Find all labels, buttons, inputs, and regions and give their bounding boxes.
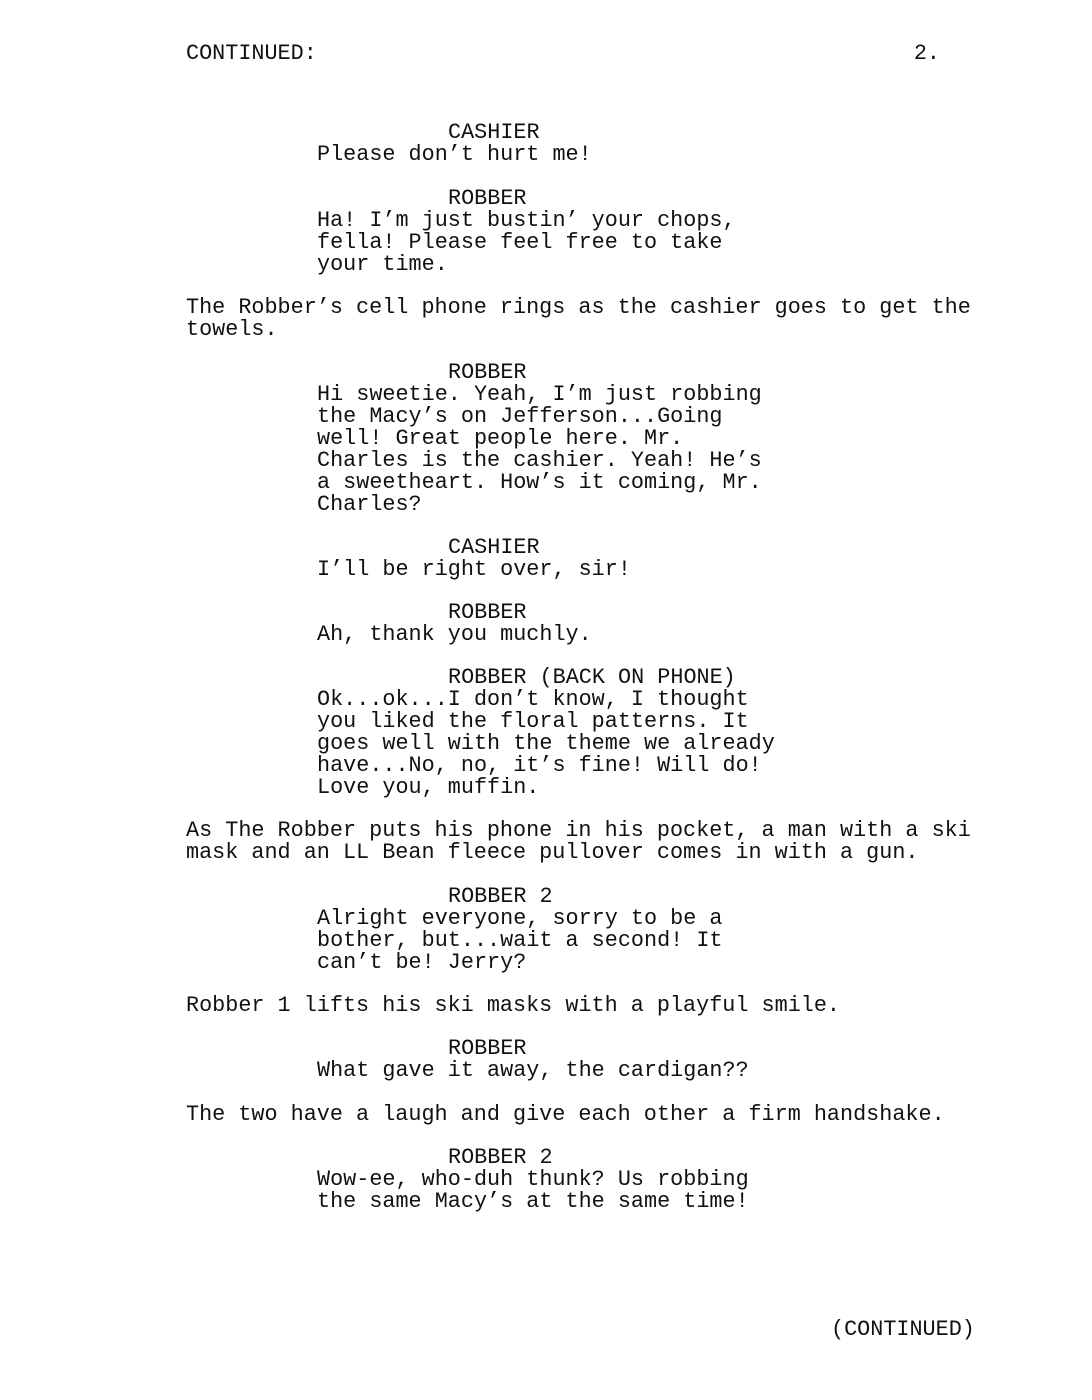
character-name: ROBBER 2	[448, 1145, 553, 1170]
continued-footer: (CONTINUED)	[831, 1317, 975, 1342]
dialogue: Hi sweetie. Yeah, I’m just robbing the Macy’s on Jefferson...Going well! Great people here. Mr. Charles is the cashier. Yeah! He’s a sweetheart. How’s it coming, Mr. Charles?	[317, 382, 762, 517]
character-name: ROBBER	[448, 360, 527, 385]
character-name: ROBBER	[448, 186, 527, 211]
dialogue: Ha! I’m just bustin’ your chops, fella! Please feel free to take your time.	[317, 208, 736, 277]
dialogue: Ah, thank you muchly.	[317, 622, 592, 647]
dialogue: Wow-ee, who-duh thunk? Us robbing the same Macy’s at the same time!	[317, 1167, 749, 1214]
action-line: The Robber’s cell phone rings as the cashier goes to get the towels.	[186, 295, 971, 342]
character-name: CASHIER	[448, 535, 540, 560]
dialogue: Please don’t hurt me!	[317, 142, 592, 167]
character-name: ROBBER (BACK ON PHONE)	[448, 665, 736, 690]
action-line: Robber 1 lifts his ski masks with a playful smile.	[186, 993, 841, 1018]
page-number: 2.	[913, 41, 940, 66]
action-line: The two have a laugh and give each other a firm handshake.	[186, 1102, 945, 1127]
character-name: ROBBER 2	[448, 884, 553, 909]
character-name: ROBBER	[448, 600, 527, 625]
action-line: As The Robber puts his phone in his pocket, a man with a ski mask and an LL Bean fleece pullover comes in with a gun.	[186, 818, 971, 865]
character-name: CASHIER	[448, 120, 540, 145]
dialogue: Ok...ok...I don’t know, I thought you liked the floral patterns. It goes well with the theme we already have...No, no, it’s fine! Will do! Love you, muffin.	[317, 687, 775, 800]
dialogue: What gave it away, the cardigan??	[317, 1058, 749, 1083]
continued-header: CONTINUED:	[186, 41, 317, 66]
dialogue: Alright everyone, sorry to be a bother, but...wait a second! It can’t be! Jerry?	[317, 906, 723, 975]
character-name: ROBBER	[448, 1036, 527, 1061]
dialogue: I’ll be right over, sir!	[317, 557, 631, 582]
